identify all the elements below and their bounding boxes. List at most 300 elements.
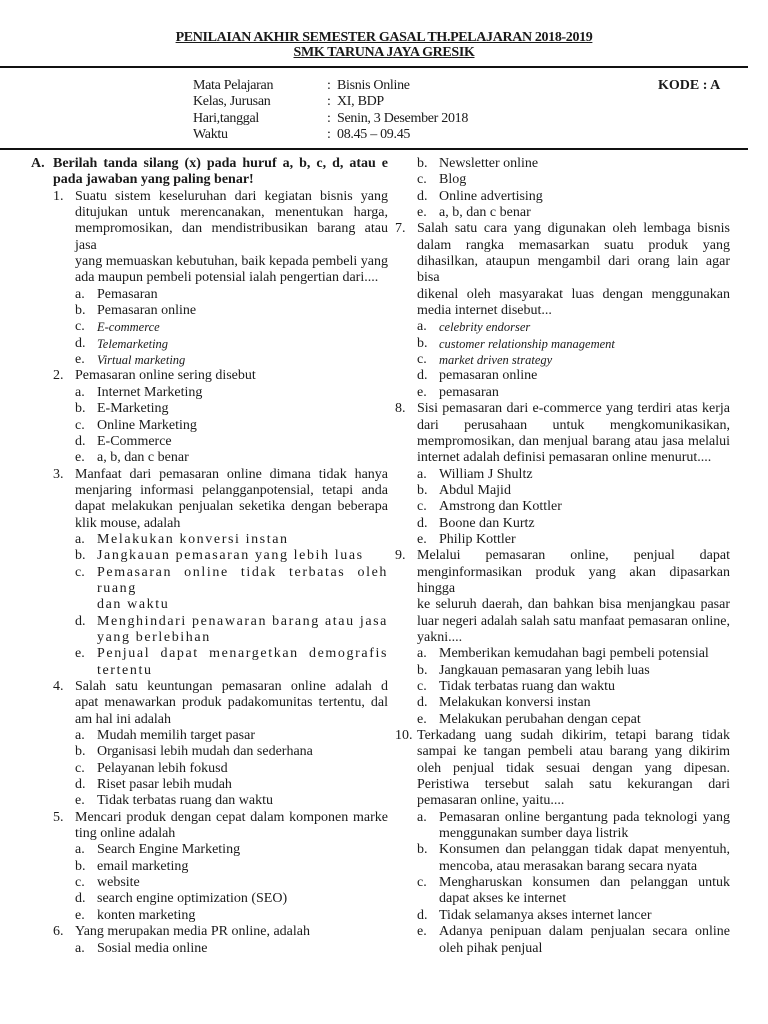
question (395, 156, 730, 221)
text-line: Pelayanan lebih fokusd (97, 760, 228, 776)
info-value: Bisnis Online (337, 78, 410, 93)
answer-option (75, 744, 388, 760)
text-line: Pemasaran online tidak terbatas oleh ruang (97, 564, 388, 596)
question-number: 8. (395, 401, 406, 417)
text-line: mencoba, atau merasakan barang secara nyata (439, 858, 698, 874)
option-letter: c. (417, 499, 427, 515)
option-letter: a. (417, 319, 427, 335)
text-line: Pemasaran online sering disebut (75, 368, 256, 384)
option-text (439, 810, 730, 843)
question (53, 467, 388, 679)
text-line: yakni.... (417, 629, 463, 645)
text-line: a, b, dan c benar (97, 450, 189, 466)
option-letter: b. (75, 858, 86, 874)
text-line: Sisi pemasaran dari e-commerce yang terdiri atas kerja (417, 401, 730, 417)
info-label: Kelas, Jurusan (193, 94, 271, 110)
text-line: Search Engine Marketing (97, 842, 241, 858)
text-line: Tidak terbatas ruang dan waktu (97, 793, 273, 809)
text-line: media internet disebut... (417, 303, 552, 319)
option-text (97, 303, 388, 319)
question-text (75, 467, 388, 532)
answer-option (75, 401, 388, 417)
question-text (75, 924, 388, 940)
question-text (75, 368, 388, 384)
text-line: Pemasaran online bergantung pada teknologi yang (439, 809, 730, 825)
text-line: dan waktu (97, 597, 170, 613)
text-line: Internet Marketing (97, 384, 203, 400)
option-letter: a. (75, 842, 85, 858)
text-line: Online Marketing (97, 417, 197, 433)
text-line: website (97, 875, 140, 891)
option-text (97, 401, 388, 417)
option-text (97, 336, 388, 352)
answer-option (75, 287, 388, 303)
option-text (97, 450, 388, 466)
text-line: Organisasi lebih mudah dan sederhana (97, 744, 313, 760)
text-line: email marketing (97, 858, 189, 874)
text-line: ting online adalah (75, 826, 176, 842)
option-text (439, 189, 730, 205)
text-line: menginformasikan produk yang akan dipasarkan hingga (417, 564, 730, 596)
option-text (97, 875, 388, 891)
answer-option (75, 532, 388, 548)
info-colon: : (327, 110, 331, 126)
text-line: Melakukan perubahan dengan cepat (439, 711, 641, 727)
question (395, 728, 730, 957)
option-letter: e. (417, 205, 427, 221)
question-stem (53, 467, 388, 532)
answer-option (75, 565, 388, 614)
answer-option (75, 434, 388, 450)
answer-options (395, 319, 730, 401)
answer-option (417, 368, 730, 384)
answer-option (417, 875, 730, 908)
text-line: Mudah memilih target pasar (97, 728, 255, 744)
text-line: ada maupun pembeli potensial ialah pengertian dari.... (75, 270, 379, 286)
question-stem (395, 548, 730, 646)
option-text (439, 172, 730, 188)
answer-option (417, 385, 730, 401)
question-text (417, 728, 730, 810)
option-text (97, 418, 388, 434)
answer-option (417, 483, 730, 499)
answer-option (75, 842, 388, 858)
question-text (417, 548, 730, 646)
text-line: William J Shultz (439, 466, 533, 482)
text-line: klik mouse, adalah (75, 515, 181, 531)
question (53, 924, 388, 957)
option-letter: b. (417, 335, 428, 351)
info-value: Senin, 3 Desember 2018 (337, 110, 469, 126)
text-line: Menghindari penawaran barang atau jasa (97, 613, 388, 629)
option-text (439, 336, 730, 352)
question-number: 5. (53, 809, 64, 825)
question-stem (53, 679, 388, 728)
text-line: Online advertising (439, 188, 543, 204)
answer-options (53, 842, 388, 924)
text-line: Peristiwa tersebut salah satu kekurangan dari (417, 777, 730, 793)
answer-option (417, 532, 730, 548)
text-line: dikenal oleh masyarakat luas dengan menggunakan (417, 286, 730, 302)
answer-option (75, 336, 388, 352)
question (395, 548, 730, 728)
text-line: customer relationship management (439, 336, 615, 351)
option-letter: e. (417, 531, 427, 547)
option-text (97, 614, 388, 647)
option-text (439, 352, 730, 368)
option-letter: b. (417, 662, 428, 678)
answer-options (53, 287, 388, 369)
answer-option (75, 941, 388, 957)
text-line: Manfaat dari pemasaran online dimana tidak hanya (75, 466, 388, 482)
option-letter: e. (75, 352, 85, 368)
text-line: yang memuaskan kebutuhan, baik kepada pembeli yang (75, 254, 388, 270)
info-colon: : (327, 78, 331, 93)
section-instruction-line: pada jawaban yang paling benar! (53, 172, 254, 188)
left-column (31, 156, 388, 957)
text-line: Salah satu keuntungan pemasaran online adalah d (75, 679, 388, 694)
section-instruction-line: Berilah tanda silang (x) pada huruf a, b, c, d, atau e (53, 156, 388, 171)
option-letter: a. (75, 384, 85, 400)
text-line: Terkadang uang sudah dikirim, tetapi barang tidak (417, 728, 730, 744)
question (53, 679, 388, 810)
text-line: luar negeri adalah salah satu manfaat pemasaran online, (417, 613, 730, 629)
exam-code: KODE : A (658, 78, 721, 93)
option-letter: a. (75, 286, 85, 302)
school-name (0, 45, 768, 61)
question-text (75, 189, 388, 287)
option-letter: b. (75, 548, 86, 564)
text-line: Telemarketing (97, 336, 169, 351)
answer-option (75, 728, 388, 744)
answer-option (417, 156, 730, 172)
answer-option (75, 646, 388, 679)
answer-option (75, 859, 388, 875)
right-column (395, 156, 730, 957)
question (53, 189, 388, 369)
answer-option (417, 842, 730, 875)
text-line: dari perusahaan untuk mengkomunikasikan, (417, 417, 730, 433)
question-stem (395, 221, 730, 319)
option-text (97, 744, 388, 760)
text-line: Tidak terbatas ruang dan waktu (439, 679, 615, 694)
option-text (439, 646, 730, 662)
text-line: Konsumen dan pelanggan tidak dapat menyentuh, (439, 842, 730, 858)
text-line: a, b, dan c benar (439, 205, 531, 221)
option-text (439, 712, 730, 728)
question-list-left (31, 189, 388, 957)
answer-option (75, 319, 388, 335)
option-text (439, 695, 730, 711)
text-line: menjaring informasi pelangganpotensial, tetapi anda (75, 482, 388, 498)
option-text (439, 924, 730, 957)
info-colon: : (327, 94, 331, 110)
text-line: Melakukan konversi instan (97, 531, 289, 547)
answer-option (417, 319, 730, 335)
text-line: yang berlebihan (97, 629, 211, 645)
info-row (193, 78, 468, 94)
question-stem (53, 810, 388, 843)
question-text (75, 679, 388, 728)
answer-options (53, 385, 388, 467)
text-line: Penjual dapat menargetkan demografis (97, 646, 388, 662)
text-line: Pemasaran (97, 286, 158, 302)
option-letter: a. (417, 646, 427, 662)
info-colon: : (327, 126, 331, 142)
text-line: Melalui pemasaran online, penjual dapat (417, 548, 730, 564)
option-letter: b. (417, 842, 428, 858)
option-letter: a. (75, 531, 85, 547)
answer-option (417, 352, 730, 368)
answer-option (417, 646, 730, 662)
option-text (439, 483, 730, 499)
question-number: 3. (53, 466, 64, 482)
option-text (97, 352, 388, 368)
option-text (439, 156, 730, 172)
text-line: Blog (439, 172, 467, 188)
text-line: E-Commerce (97, 433, 172, 449)
answer-option (417, 516, 730, 532)
text-line: dihasilkan, ataupun mengambil dari orang lain agar bisa (417, 254, 730, 286)
question-number: 10. (395, 728, 413, 744)
option-text (439, 663, 730, 679)
option-letter: d. (417, 515, 428, 531)
option-text (97, 434, 388, 450)
option-letter: d. (75, 891, 86, 907)
option-letter: e. (417, 384, 427, 400)
question-stem (53, 189, 388, 287)
answer-option (417, 810, 730, 843)
option-letter: c. (75, 760, 85, 776)
option-letter: c. (75, 417, 85, 433)
option-letter: b. (417, 156, 428, 171)
text-line: Riset pasar lebih mudah (97, 777, 232, 793)
question-text (417, 401, 730, 466)
answer-option (75, 418, 388, 434)
option-text (97, 761, 388, 777)
text-line: menggunakan sumber daya listrik (439, 826, 629, 842)
option-letter: d. (75, 335, 86, 351)
text-line: ditujukan untuk merencanakan, menentukan harga, (75, 205, 388, 221)
option-letter: a. (75, 728, 85, 744)
text-line: Mengharuskan konsumen dan pelanggan untuk (439, 875, 730, 891)
answer-options (53, 941, 388, 957)
option-letter: d. (417, 907, 428, 923)
option-letter: e. (75, 793, 85, 809)
answer-option (417, 712, 730, 728)
text-line: pemasaran online (439, 368, 538, 384)
question-list-right (395, 156, 730, 957)
info-label: Hari,tanggal (193, 110, 259, 126)
option-letter: d. (417, 695, 428, 711)
option-text (97, 385, 388, 401)
text-line: am hal ini adalah (75, 711, 172, 727)
text-line: Melakukan konversi instan (439, 695, 591, 711)
question-stem (53, 368, 388, 384)
option-text (97, 793, 388, 809)
option-text (439, 516, 730, 532)
answer-option (417, 172, 730, 188)
question-number: 4. (53, 679, 64, 694)
option-text (97, 842, 388, 858)
answer-options (53, 728, 388, 810)
option-letter: d. (417, 188, 428, 204)
info-value: XI, BDP (337, 94, 384, 110)
text-line: Mencari produk dengan cepat dalam komponen marke (75, 809, 388, 825)
answer-option (75, 875, 388, 891)
answer-options (53, 532, 388, 679)
answer-options (395, 467, 730, 549)
option-letter: e. (75, 450, 85, 466)
text-line: Philip Kottler (439, 531, 516, 547)
question-stem (395, 728, 730, 810)
text-line: dapat akses ke internet (439, 891, 567, 907)
header-rule-top (0, 66, 748, 68)
question-number: 7. (395, 221, 406, 237)
option-text (97, 891, 388, 907)
text-line: Yang merupakan media PR online, adalah (75, 924, 310, 940)
text-line: Pemasaran online (97, 303, 197, 319)
answer-option (75, 385, 388, 401)
info-row (193, 111, 468, 127)
text-line: Boone dan Kurtz (439, 515, 535, 531)
option-text (97, 941, 388, 957)
info-row (193, 94, 468, 110)
text-line: search engine optimization (SEO) (97, 891, 288, 907)
answer-option (75, 548, 388, 564)
answer-option (75, 303, 388, 319)
option-letter: b. (417, 482, 428, 498)
option-text (97, 532, 388, 548)
option-letter: d. (417, 368, 428, 384)
option-text (439, 368, 730, 384)
question (53, 810, 388, 924)
question-stem (53, 924, 388, 940)
question-text (417, 221, 730, 319)
option-letter: c. (417, 875, 427, 891)
question (395, 221, 730, 401)
question-text (75, 810, 388, 843)
exam-title-text: PENILAIAN AKHIR SEMESTER GASAL TH.PELAJARAN 2018-2019 (175, 30, 593, 45)
option-text (439, 499, 730, 515)
text-line: konten marketing (97, 907, 196, 923)
option-letter: e. (75, 907, 85, 923)
option-letter: c. (417, 679, 427, 694)
text-line: Jangkauan pemasaran yang lebih luas (97, 548, 364, 564)
text-line: E-commerce (97, 320, 160, 335)
option-text (439, 532, 730, 548)
text-line: mempromosikan, dan mendistribusikan barang atau jasa (75, 221, 388, 253)
answer-option (417, 467, 730, 483)
text-line: Suatu sistem keseluruhan dari kegiatan bisnis yang (75, 188, 388, 204)
answer-option (75, 891, 388, 907)
option-letter: a. (417, 809, 427, 825)
option-letter: d. (75, 777, 86, 793)
option-letter: b. (75, 744, 86, 760)
text-line: oleh penjual tidak sesuai dengan yang dipesan. (417, 760, 730, 776)
text-line: Sosial media online (97, 940, 208, 956)
option-text (97, 908, 388, 924)
text-line: ke seluruh daerah, dan bahkan bisa menjangkau pasar (417, 597, 730, 613)
answer-option (417, 695, 730, 711)
header-rule-bottom (0, 148, 748, 150)
option-text (439, 679, 730, 695)
answer-option (75, 450, 388, 466)
option-letter: b. (75, 401, 86, 417)
option-text (439, 467, 730, 483)
answer-option (75, 908, 388, 924)
text-line: Tidak selamanya akses internet lancer (439, 907, 652, 923)
text-line: apat menawarkan produk padakomunitas tertentu, dal (75, 695, 388, 711)
text-line: oleh pihak penjual (439, 940, 543, 956)
text-line: sampai ke tangan pembeli atau barang yang dikirim (417, 744, 730, 760)
option-letter: a. (417, 466, 427, 482)
question-number: 1. (53, 188, 64, 204)
text-line: pemasaran online, yaitu.... (417, 793, 565, 809)
text-line: Amstrong dan Kottler (439, 499, 562, 515)
option-text (97, 728, 388, 744)
answer-options (395, 810, 730, 957)
answer-option (75, 614, 388, 647)
option-letter: e. (75, 646, 85, 662)
option-letter: d. (75, 433, 86, 449)
text-line: dalam rangka memasarkan suatu produk yang (417, 237, 730, 253)
section-heading (31, 156, 388, 189)
text-line: Abdul Majid (439, 482, 511, 498)
option-text (439, 205, 730, 221)
answer-option (75, 777, 388, 793)
answer-option (75, 793, 388, 809)
option-letter: c. (75, 875, 85, 891)
info-label: Mata Pelajaran (193, 78, 274, 93)
text-line: Salah satu cara yang digunakan oleh lembaga bisnis (417, 221, 730, 237)
text-line: pemasaran (439, 384, 499, 400)
option-letter: e. (417, 924, 427, 940)
option-letter: c. (417, 172, 427, 188)
text-line: Memberikan kemudahan bagi pembeli potensial (439, 646, 709, 662)
question-stem (395, 401, 730, 466)
option-letter: b. (75, 303, 86, 319)
answer-options (395, 156, 730, 221)
answer-options (395, 646, 730, 728)
text-line: Newsletter online (439, 156, 539, 171)
question-number: 2. (53, 368, 64, 384)
option-text (97, 646, 388, 679)
option-letter: e. (417, 711, 427, 727)
option-text (97, 859, 388, 875)
exam-info (193, 78, 468, 143)
answer-option (417, 499, 730, 515)
exam-title (0, 30, 768, 46)
option-text (97, 548, 388, 564)
question (53, 368, 388, 466)
text-line: Adanya penipuan dalam penjualan secara online (439, 924, 730, 940)
option-text (97, 287, 388, 303)
text-line: celebrity endorser (439, 320, 531, 335)
answer-option (417, 205, 730, 221)
answer-option (75, 761, 388, 777)
answer-option (75, 352, 388, 368)
text-line: Virtual marketing (97, 353, 186, 368)
text-line: mempromosikan, dan menjual barang atau jasa melalui (417, 433, 730, 449)
option-text (439, 875, 730, 908)
text-line: market driven strategy (439, 353, 553, 368)
option-letter: c. (417, 352, 427, 368)
option-text (97, 319, 388, 335)
school-name-text: SMK TARUNA JAYA GRESIK (293, 45, 475, 60)
question-number: 9. (395, 548, 406, 564)
answer-option (417, 924, 730, 957)
